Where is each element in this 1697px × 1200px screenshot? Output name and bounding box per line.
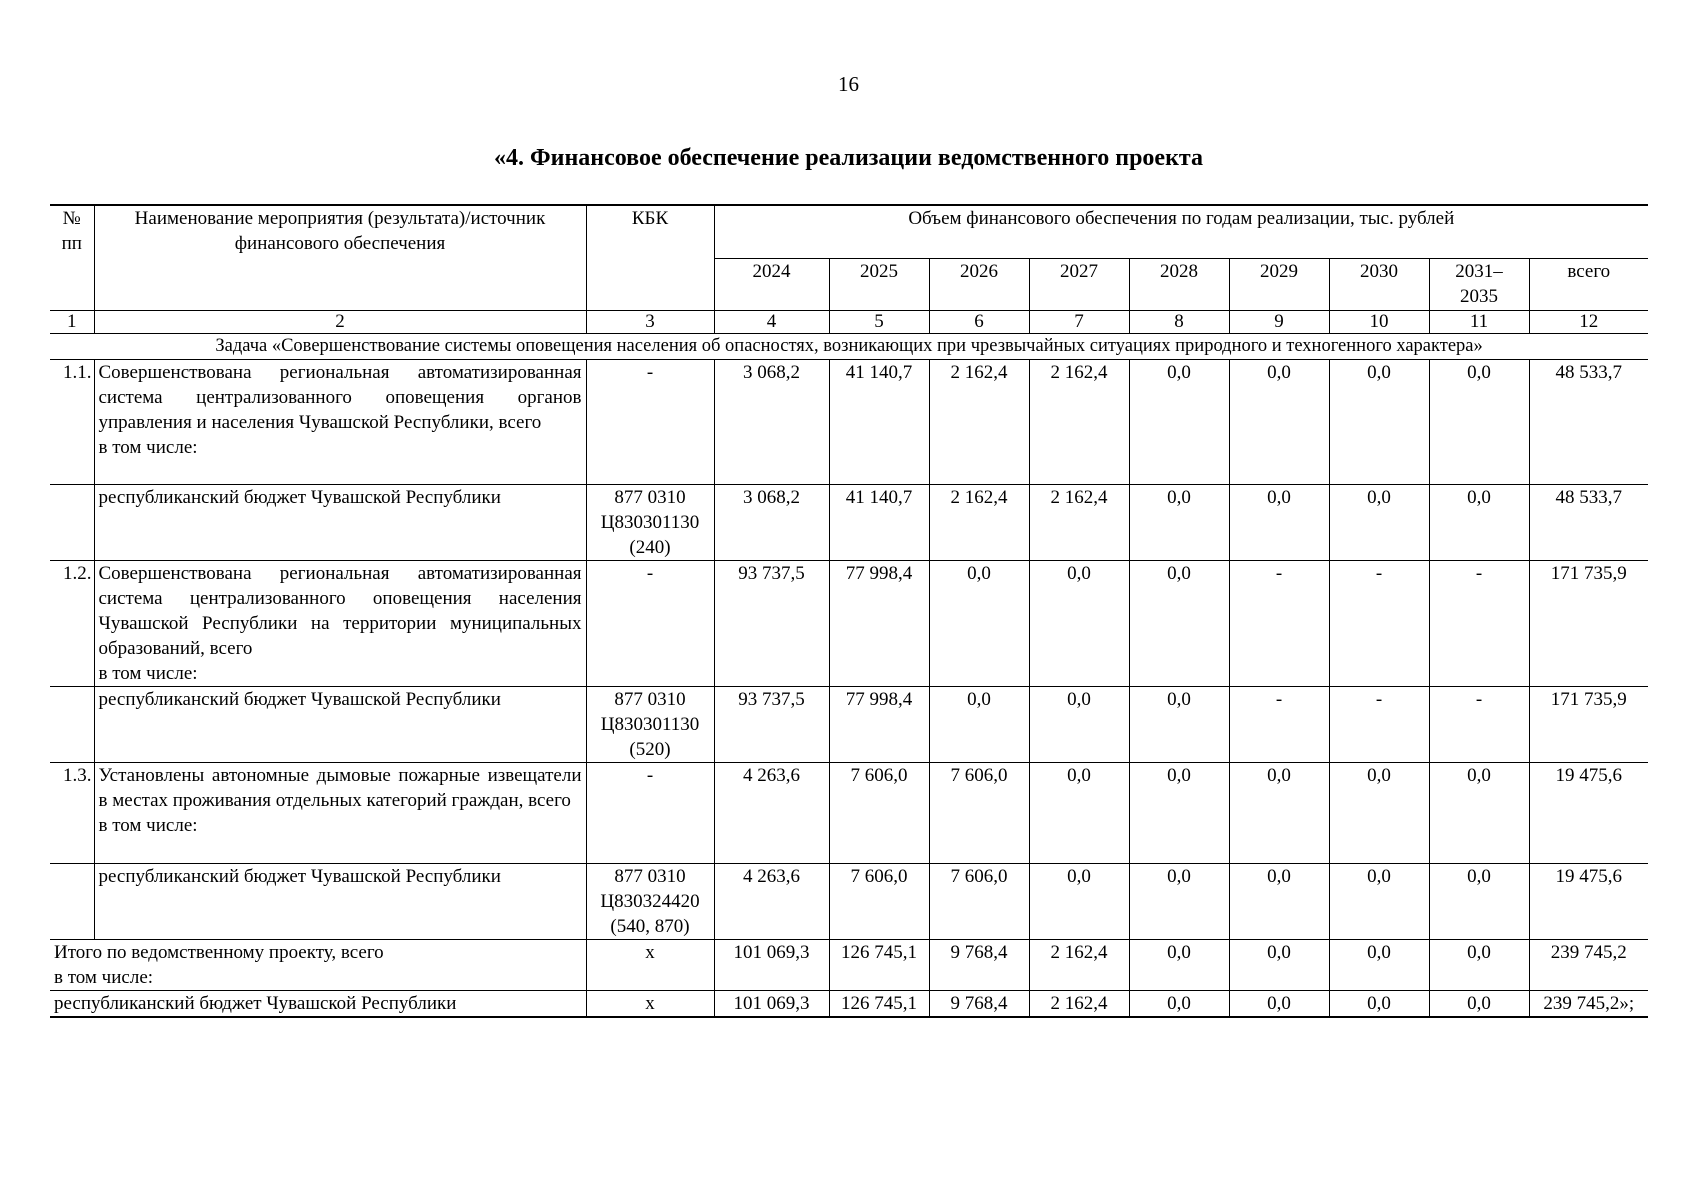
column-number-10: 10	[1329, 311, 1429, 334]
column-number-8: 8	[1129, 311, 1229, 334]
row-value-12: 171 735,9	[1529, 561, 1648, 687]
row-value-9: 0,0	[1229, 360, 1329, 485]
row-name-sub: в том числе:	[98, 663, 198, 684]
row-value-11: -	[1429, 687, 1529, 763]
row-value-9: 0,0	[1229, 864, 1329, 940]
total-value-10: 0,0	[1329, 940, 1429, 991]
header-year-5: 2029	[1229, 258, 1329, 311]
row-name-sub: в том числе:	[98, 437, 198, 458]
row-value-9: 0,0	[1229, 485, 1329, 561]
row-value-12: 19 475,6	[1529, 763, 1648, 864]
header-year-8: всего	[1529, 258, 1648, 311]
row-value-9: -	[1229, 561, 1329, 687]
row-value-11: -	[1429, 561, 1529, 687]
row-name	[94, 763, 586, 864]
total-value-11: 0,0	[1429, 991, 1529, 1018]
task-row	[50, 334, 1648, 360]
row-value-8: 0,0	[1129, 864, 1229, 940]
total-name-text: Итого по ведомственному проекту, всего	[54, 942, 384, 963]
header-volume: Объем финансового обеспечения по годам реализации, тыс. рублей	[714, 205, 1648, 258]
page-title: «4. Финансовое обеспечение реализации ведомственного проекта	[494, 145, 1203, 171]
column-numbers-row	[50, 311, 1648, 334]
row-value-7: 2 162,4	[1029, 485, 1129, 561]
row-name	[94, 360, 586, 485]
row-name	[94, 864, 586, 940]
row-number: 1.3.	[50, 763, 94, 864]
row-kbk: -	[586, 561, 714, 687]
row-value-8: 0,0	[1129, 687, 1229, 763]
row-value-7: 2 162,4	[1029, 360, 1129, 485]
total-value-4: 101 069,3	[714, 940, 829, 991]
row-name-text: Совершенствована региональная автоматизированная система централизованного оповещения населения Чувашской Республики на территории муниципальных образований, всего	[98, 563, 582, 659]
row-number: 1.2.	[50, 561, 94, 687]
row-value-12: 48 533,7	[1529, 360, 1648, 485]
row-value-5: 77 998,4	[829, 561, 929, 687]
column-number-5: 5	[829, 311, 929, 334]
header-num: № пп	[50, 205, 94, 311]
row-number: 1.1.	[50, 360, 94, 485]
table-row	[50, 485, 1648, 561]
row-value-4: 3 068,2	[714, 485, 829, 561]
row-name-sub: в том числе:	[98, 815, 198, 836]
total-kbk: х	[586, 991, 714, 1018]
column-number-3: 3	[586, 311, 714, 334]
row-kbk: 877 0310 Ц830301130 (240)	[586, 485, 714, 561]
total-value-8: 0,0	[1129, 991, 1229, 1018]
row-number	[50, 485, 94, 561]
table-row	[50, 561, 1648, 687]
row-value-9: -	[1229, 687, 1329, 763]
total-value-10: 0,0	[1329, 991, 1429, 1018]
row-value-7: 0,0	[1029, 763, 1129, 864]
total-value-12: 239 745,2»;	[1529, 991, 1648, 1018]
row-value-11: 0,0	[1429, 485, 1529, 561]
total-value-8: 0,0	[1129, 940, 1229, 991]
total-row	[50, 991, 1648, 1018]
row-value-6: 0,0	[929, 561, 1029, 687]
row-name-text: республиканский бюджет Чувашской Республики	[98, 866, 501, 887]
total-row	[50, 940, 1648, 991]
header-year-2: 2026	[929, 258, 1029, 311]
page-number: 16	[838, 72, 859, 96]
total-value-5: 126 745,1	[829, 940, 929, 991]
total-value-11: 0,0	[1429, 940, 1529, 991]
total-value-6: 9 768,4	[929, 940, 1029, 991]
row-number	[50, 687, 94, 763]
row-value-5: 41 140,7	[829, 360, 929, 485]
row-value-11: 0,0	[1429, 864, 1529, 940]
total-name	[50, 940, 586, 991]
column-number-12: 12	[1529, 311, 1648, 334]
task-title: Задача «Совершенствование системы оповещения населения об опасностях, возникающих при чрезвычайных ситуациях природного и техногенного характера»	[50, 334, 1648, 360]
row-value-6: 2 162,4	[929, 360, 1029, 485]
row-name	[94, 687, 586, 763]
row-value-6: 2 162,4	[929, 485, 1029, 561]
row-value-10: -	[1329, 687, 1429, 763]
row-name-text: республиканский бюджет Чувашской Республики	[98, 689, 501, 710]
row-name	[94, 561, 586, 687]
row-value-12: 19 475,6	[1529, 864, 1648, 940]
row-value-4: 3 068,2	[714, 360, 829, 485]
row-value-5: 7 606,0	[829, 864, 929, 940]
row-value-10: 0,0	[1329, 360, 1429, 485]
row-value-8: 0,0	[1129, 485, 1229, 561]
row-kbk: 877 0310 Ц830324420 (540, 870)	[586, 864, 714, 940]
total-name	[50, 991, 586, 1018]
total-name-sub: в том числе:	[54, 967, 154, 988]
row-value-7: 0,0	[1029, 561, 1129, 687]
row-value-5: 77 998,4	[829, 687, 929, 763]
row-kbk: -	[586, 360, 714, 485]
row-value-4: 93 737,5	[714, 687, 829, 763]
row-value-5: 41 140,7	[829, 485, 929, 561]
row-value-4: 4 263,6	[714, 763, 829, 864]
column-number-2: 2	[94, 311, 586, 334]
row-name-text: Совершенствована региональная автоматизированная система централизованного оповещения органов управления и населения Чувашской Республики, всего	[98, 362, 582, 433]
row-value-6: 7 606,0	[929, 763, 1029, 864]
column-number-9: 9	[1229, 311, 1329, 334]
row-value-4: 93 737,5	[714, 561, 829, 687]
row-value-10: 0,0	[1329, 485, 1429, 561]
row-number	[50, 864, 94, 940]
header-kbk: КБК	[586, 205, 714, 311]
row-name	[94, 485, 586, 561]
table-row	[50, 763, 1648, 864]
header-year-4: 2028	[1129, 258, 1229, 311]
row-kbk: 877 0310 Ц830301130 (520)	[586, 687, 714, 763]
column-number-6: 6	[929, 311, 1029, 334]
header-year-3: 2027	[1029, 258, 1129, 311]
row-name-text: Установлены автономные дымовые пожарные извещатели в местах проживания отдельных категорий граждан, всего	[98, 765, 582, 811]
row-value-10: 0,0	[1329, 864, 1429, 940]
header-year-6: 2030	[1329, 258, 1429, 311]
column-number-4: 4	[714, 311, 829, 334]
row-value-10: -	[1329, 561, 1429, 687]
row-name-text: республиканский бюджет Чувашской Республики	[98, 487, 501, 508]
row-value-10: 0,0	[1329, 763, 1429, 864]
total-value-12: 239 745,2	[1529, 940, 1648, 991]
row-value-4: 4 263,6	[714, 864, 829, 940]
total-value-9: 0,0	[1229, 991, 1329, 1018]
column-number-11: 11	[1429, 311, 1529, 334]
total-name-text: республиканский бюджет Чувашской Республики	[54, 993, 457, 1014]
row-value-5: 7 606,0	[829, 763, 929, 864]
financing-table	[50, 204, 1648, 1018]
row-value-11: 0,0	[1429, 763, 1529, 864]
row-value-8: 0,0	[1129, 763, 1229, 864]
total-value-6: 9 768,4	[929, 991, 1029, 1018]
column-number-7: 7	[1029, 311, 1129, 334]
row-value-8: 0,0	[1129, 561, 1229, 687]
row-value-12: 171 735,9	[1529, 687, 1648, 763]
header-name: Наименование мероприятия (результата)/источник финансового обеспечения	[94, 205, 586, 311]
row-value-12: 48 533,7	[1529, 485, 1648, 561]
total-value-5: 126 745,1	[829, 991, 929, 1018]
row-value-7: 0,0	[1029, 687, 1129, 763]
row-value-8: 0,0	[1129, 360, 1229, 485]
table-row	[50, 864, 1648, 940]
row-kbk: -	[586, 763, 714, 864]
column-number-1: 1	[50, 311, 94, 334]
total-value-4: 101 069,3	[714, 991, 829, 1018]
header-year-7: 2031– 2035	[1429, 258, 1529, 311]
row-value-6: 0,0	[929, 687, 1029, 763]
total-value-7: 2 162,4	[1029, 940, 1129, 991]
total-kbk: х	[586, 940, 714, 991]
table-row	[50, 687, 1648, 763]
header-year-1: 2025	[829, 258, 929, 311]
header-year-0: 2024	[714, 258, 829, 311]
table-row	[50, 360, 1648, 485]
total-value-9: 0,0	[1229, 940, 1329, 991]
row-value-11: 0,0	[1429, 360, 1529, 485]
header-row-top	[50, 205, 1648, 258]
row-value-7: 0,0	[1029, 864, 1129, 940]
total-value-7: 2 162,4	[1029, 991, 1129, 1018]
row-value-9: 0,0	[1229, 763, 1329, 864]
row-value-6: 7 606,0	[929, 864, 1029, 940]
